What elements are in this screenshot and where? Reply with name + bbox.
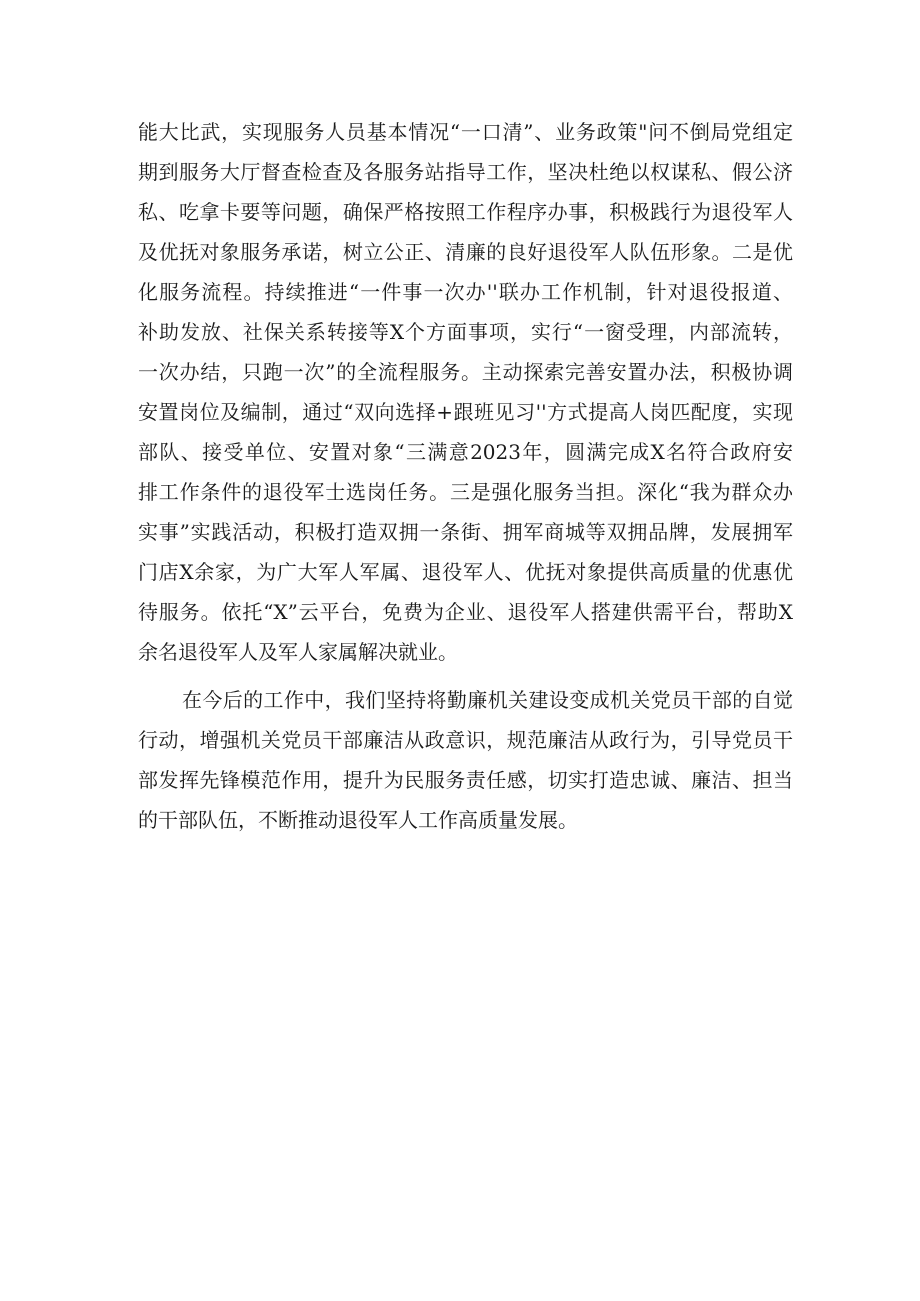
text-line: 安置岗位及编制，通过“双向选择+跟班见习''方式提高人岗匹配度，实现: [138, 400, 793, 424]
document-body: [138, 112, 793, 840]
text-line: 在今后的工作中，我们坚持将勤廉机关建设变成机关党员干部的自觉: [182, 688, 793, 712]
paragraph-1: [138, 112, 793, 672]
text-line: 补助发放、社保关系转接等X个方面事项，实行“一窗受理，内部流转，: [138, 320, 793, 344]
text-line: 排工作条件的退役军士选岗任务。三是强化服务当担。深化“我为群众办: [138, 480, 793, 504]
text-line: 部发挥先锋模范作用，提升为民服务责任感，切实打造忠诚、廉洁、担当: [138, 768, 793, 792]
text-line: 及优抚对象服务承诺，树立公正、清廉的良好退役军人队伍形象。二是优: [138, 240, 793, 264]
text-line: 的干部队伍，不断推动退役军人工作高质量发展。: [138, 808, 578, 832]
text-line: 实事”实践活动，积极打造双拥一条街、拥军商城等双拥品牌，发展拥军: [138, 520, 793, 544]
text-line: 待服务。依托“X”云平台，免费为企业、退役军人搭建供需平台，帮助X: [138, 600, 793, 624]
paragraph-2: [138, 680, 793, 840]
text-line: 期到服务大厅督查检查及各服务站指导工作，坚决杜绝以权谋私、假公济: [138, 160, 793, 184]
text-line: 门店X余家，为广大军人军属、退役军人、优抚对象提供高质量的优惠优: [138, 560, 793, 584]
text-line: 能大比武，实现服务人员基本情况“一口清”、业务政策"问不倒局党组定: [138, 120, 793, 144]
text-line: 私、吃拿卡要等问题，确保严格按照工作程序办事，积极践行为退役军人: [138, 200, 793, 224]
text-line: 余名退役军人及军人家属解决就业。: [138, 640, 458, 664]
paragraph-gap: [138, 672, 793, 680]
text-line: 化服务流程。持续推进“一件事一次办''联办工作机制，针对退役报道、: [138, 280, 793, 304]
text-line: 一次办结，只跑一次”的全流程服务。主动探索完善安置办法，积极协调: [138, 360, 793, 384]
text-line: 部队、接受单位、安置对象“三满意2023年，圆满完成X名符合政府安: [138, 440, 793, 464]
text-line: 行动，增强机关党员干部廉洁从政意识，规范廉洁从政行为，引导党员干: [138, 728, 793, 752]
